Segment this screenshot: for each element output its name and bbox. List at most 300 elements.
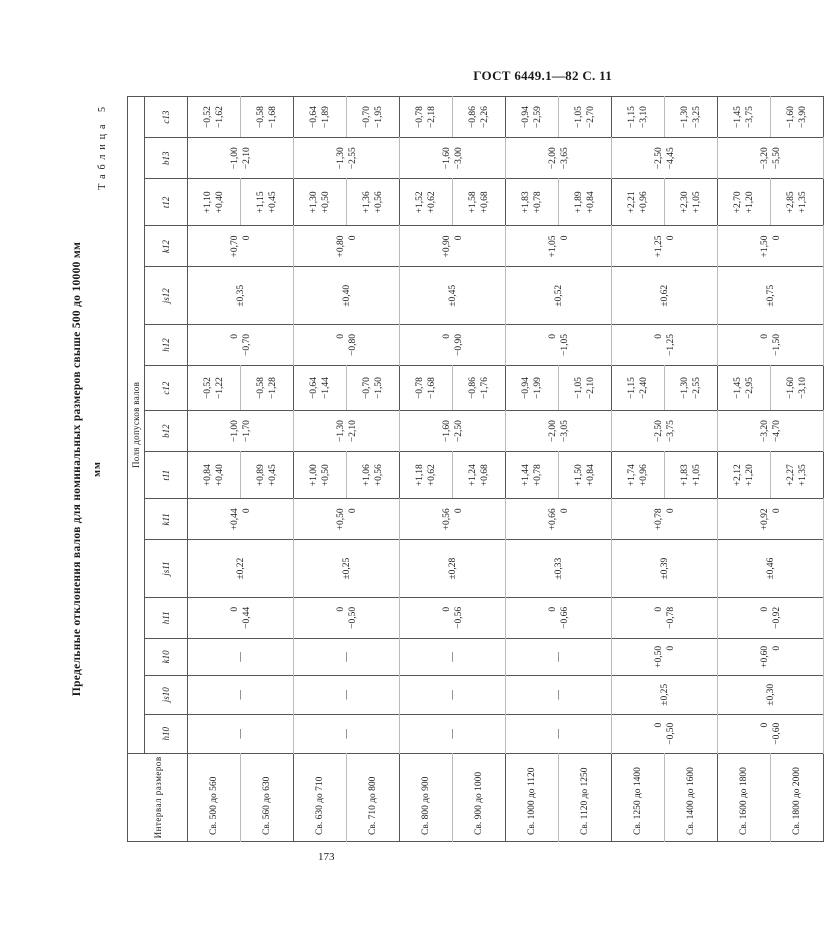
cell-value: +1,83 xyxy=(680,464,690,487)
value-cell xyxy=(559,452,612,499)
cell-value: +1,50 xyxy=(759,235,770,258)
value-cell xyxy=(718,499,824,540)
cell-value: +0,92 xyxy=(759,508,770,531)
column-header: k11 xyxy=(145,499,188,540)
value-cell xyxy=(718,138,824,179)
value-cell xyxy=(347,179,400,226)
value-cell xyxy=(718,365,771,410)
table-title: Предельные отклонения валов для номинальных размеров свыше 500 до 10000 мм xyxy=(71,241,83,697)
value-cell xyxy=(612,411,718,452)
cell-value: +0,56 xyxy=(441,508,452,531)
cell-value: −0,60 xyxy=(771,722,782,745)
column-header: c12 xyxy=(145,365,188,410)
cell-value: +1,18 xyxy=(415,464,425,487)
column-header: b13 xyxy=(145,138,188,179)
value-cell xyxy=(718,411,824,452)
value-cell xyxy=(506,324,612,365)
value-cell xyxy=(506,597,612,638)
cell-value: +1,58 xyxy=(468,191,478,214)
cell-value: −3,20 xyxy=(759,420,770,443)
cell-value: +0,60 xyxy=(759,645,770,668)
cell-value: −0,70 xyxy=(241,333,252,356)
value-cell xyxy=(400,499,506,540)
cell-value: −5,50 xyxy=(771,147,782,170)
value-cell xyxy=(294,365,347,410)
value-cell: ±0,30 xyxy=(718,675,824,714)
cell-value: 0 xyxy=(771,508,782,514)
value-cell xyxy=(241,97,294,138)
value-cell xyxy=(294,226,400,267)
cell-value: −0,64 xyxy=(309,377,319,400)
cell-value: 0 xyxy=(759,333,770,339)
value-cell xyxy=(188,499,294,540)
cell-value: +0,45 xyxy=(268,464,278,487)
cell-value: −2,50 xyxy=(653,147,664,170)
cell-value: +1,35 xyxy=(798,464,808,487)
cell-value: −2,59 xyxy=(533,106,543,129)
cell-value: −1,62 xyxy=(215,106,225,129)
cell-value: −3,90 xyxy=(798,106,808,129)
cell-value: 0 xyxy=(559,235,570,241)
column-header: h12 xyxy=(145,324,188,365)
value-cell: — xyxy=(188,675,294,714)
row-label: Св. 710 до 800 xyxy=(347,753,400,841)
value-cell: — xyxy=(506,675,612,714)
cell-value: +1,25 xyxy=(653,235,664,258)
cell-value: 0 xyxy=(771,235,782,241)
cell-value: −4,45 xyxy=(665,147,676,170)
cell-value: 0 xyxy=(335,606,346,612)
cell-value: −1,25 xyxy=(665,333,676,356)
value-cell xyxy=(188,452,241,499)
column-header: js12 xyxy=(145,267,188,324)
cell-value: −0,70 xyxy=(362,377,372,400)
cell-value: −1,68 xyxy=(268,106,278,129)
cell-value: +0,56 xyxy=(374,191,384,214)
cell-value: +0,84 xyxy=(203,464,213,487)
value-cell xyxy=(400,138,506,179)
cell-value: +2,12 xyxy=(733,464,743,487)
cell-value: −1,45 xyxy=(733,106,743,129)
value-cell xyxy=(612,452,665,499)
cell-value: +0,62 xyxy=(427,464,437,487)
cell-value: −2,10 xyxy=(241,147,252,170)
value-cell xyxy=(294,499,400,540)
cell-value: −1,44 xyxy=(321,377,331,400)
cell-value: −0,64 xyxy=(309,106,319,129)
value-cell: ±0,75 xyxy=(718,267,824,324)
value-cell xyxy=(294,138,400,179)
cell-value: +0,96 xyxy=(639,191,649,214)
cell-value: +1,05 xyxy=(547,235,558,258)
cell-value: +1,52 xyxy=(415,191,425,214)
cell-value: −1,00 xyxy=(229,420,240,443)
value-cell xyxy=(400,365,453,410)
cell-value: 0 xyxy=(771,645,782,651)
cell-value: 0 xyxy=(653,722,664,728)
value-cell xyxy=(665,97,718,138)
table-row xyxy=(400,97,453,842)
value-cell xyxy=(241,365,294,410)
cell-value: −2,18 xyxy=(427,106,437,129)
cell-value: +0,62 xyxy=(427,191,437,214)
cell-value: 0 xyxy=(559,508,570,514)
value-cell: ±0,39 xyxy=(612,540,718,597)
cell-value: −3,20 xyxy=(759,147,770,170)
cell-value: +1,20 xyxy=(745,464,755,487)
cell-value: −0,94 xyxy=(521,377,531,400)
cell-value: −3,25 xyxy=(692,106,702,129)
cell-value: +2,27 xyxy=(786,464,796,487)
cell-value: +0,50 xyxy=(653,645,664,668)
cell-value: +0,70 xyxy=(229,235,240,258)
cell-value: +1,30 xyxy=(309,191,319,214)
cell-value: 0 xyxy=(441,333,452,339)
value-cell xyxy=(453,452,506,499)
column-header: js11 xyxy=(145,540,188,597)
cell-value: −1,68 xyxy=(427,377,437,400)
value-cell: — xyxy=(294,714,400,753)
cell-value: −0,78 xyxy=(415,377,425,400)
cell-value: −1,05 xyxy=(559,333,570,356)
cell-value: +0,78 xyxy=(533,191,543,214)
value-cell: — xyxy=(188,638,294,675)
cell-value: 0 xyxy=(453,508,464,514)
value-cell xyxy=(188,597,294,638)
row-label: Св. 1400 до 1600 xyxy=(665,753,718,841)
cell-value: −0,50 xyxy=(347,606,358,629)
cell-value: 0 xyxy=(347,508,358,514)
row-label: Св. 800 до 900 xyxy=(400,753,453,841)
cell-value: +1,44 xyxy=(521,464,531,487)
value-cell xyxy=(294,452,347,499)
cell-value: −0,56 xyxy=(453,606,464,629)
cell-value: 0 xyxy=(241,508,252,514)
cell-value: +1,20 xyxy=(745,191,755,214)
row-label: Св. 560 до 630 xyxy=(241,753,294,841)
cell-value: −1,89 xyxy=(321,106,331,129)
rotated-table-block xyxy=(71,96,808,842)
value-cell xyxy=(771,97,824,138)
cell-value: −2,50 xyxy=(453,420,464,443)
value-cell xyxy=(612,499,718,540)
value-cell xyxy=(771,179,824,226)
cell-value: −1,60 xyxy=(441,420,452,443)
value-cell xyxy=(347,365,400,410)
cell-value: −0,92 xyxy=(771,606,782,629)
value-cell xyxy=(559,365,612,410)
value-cell xyxy=(559,179,612,226)
cell-value: +1,83 xyxy=(521,191,531,214)
value-cell xyxy=(188,411,294,452)
row-label: Св. 1120 до 1250 xyxy=(559,753,612,841)
value-cell: ±0,62 xyxy=(612,267,718,324)
value-cell xyxy=(506,97,559,138)
value-cell xyxy=(771,452,824,499)
cell-value: +0,96 xyxy=(639,464,649,487)
cell-value: +1,36 xyxy=(362,191,372,214)
cell-value: −2,00 xyxy=(547,420,558,443)
value-cell xyxy=(294,597,400,638)
cell-value: −0,86 xyxy=(468,377,478,400)
value-cell xyxy=(612,365,665,410)
cell-value: −0,94 xyxy=(521,106,531,129)
cell-value: +0,45 xyxy=(268,191,278,214)
value-cell xyxy=(453,179,506,226)
cell-value: −4,70 xyxy=(771,420,782,443)
value-cell: ±0,25 xyxy=(294,540,400,597)
cell-value: −2,55 xyxy=(692,377,702,400)
cell-value: −2,55 xyxy=(347,147,358,170)
cell-value: −0,66 xyxy=(559,606,570,629)
cell-value: +2,70 xyxy=(733,191,743,214)
cell-value: 0 xyxy=(241,235,252,241)
cell-value: −0,50 xyxy=(665,722,676,745)
cell-value: −3,75 xyxy=(665,420,676,443)
cell-value: +1,89 xyxy=(574,191,584,214)
value-cell xyxy=(400,97,453,138)
cell-value: −1,30 xyxy=(335,147,346,170)
cell-value: −1,15 xyxy=(627,377,637,400)
row-label: Св. 1000 до 1120 xyxy=(506,753,559,841)
cell-value: −2,40 xyxy=(639,377,649,400)
cell-value: 0 xyxy=(759,606,770,612)
cell-value: −0,90 xyxy=(453,333,464,356)
cell-value: +1,24 xyxy=(468,464,478,487)
column-header: js10 xyxy=(145,675,188,714)
cell-value: +0,56 xyxy=(374,464,384,487)
cell-value: +1,05 xyxy=(692,191,702,214)
value-cell xyxy=(612,97,665,138)
cell-value: +0,90 xyxy=(441,235,452,258)
cell-value: −1,05 xyxy=(574,377,584,400)
cell-value: 0 xyxy=(229,333,240,339)
cell-value: +2,85 xyxy=(786,191,796,214)
cell-value: 0 xyxy=(347,235,358,241)
cell-value: 0 xyxy=(547,333,558,339)
cell-value: −1,45 xyxy=(733,377,743,400)
value-cell xyxy=(188,138,294,179)
value-cell: ±0,52 xyxy=(506,267,612,324)
cell-value: +0,40 xyxy=(215,464,225,487)
cell-value: +1,74 xyxy=(627,464,637,487)
cell-value: 0 xyxy=(665,508,676,514)
value-cell xyxy=(506,499,612,540)
value-cell xyxy=(188,324,294,365)
cell-value: +1,06 xyxy=(362,464,372,487)
row-label: Св. 1250 до 1400 xyxy=(612,753,665,841)
cell-value: −0,44 xyxy=(241,606,252,629)
cell-value: 0 xyxy=(453,235,464,241)
value-cell xyxy=(665,179,718,226)
cell-value: −3,10 xyxy=(639,106,649,129)
value-cell xyxy=(506,411,612,452)
cell-value: 0 xyxy=(665,235,676,241)
value-cell xyxy=(400,411,506,452)
table-row xyxy=(294,97,347,842)
cell-value: −0,70 xyxy=(362,106,372,129)
value-cell xyxy=(188,226,294,267)
cell-value: +0,89 xyxy=(256,464,266,487)
cell-value: −2,26 xyxy=(480,106,490,129)
value-cell xyxy=(400,452,453,499)
cell-value: −3,10 xyxy=(798,377,808,400)
value-cell xyxy=(559,97,612,138)
value-cell xyxy=(506,452,559,499)
value-cell: — xyxy=(400,638,506,675)
cell-value: −2,10 xyxy=(586,377,596,400)
value-cell xyxy=(241,452,294,499)
cell-value: −1,28 xyxy=(268,377,278,400)
value-cell xyxy=(506,138,612,179)
cell-value: 0 xyxy=(665,645,676,651)
value-cell: ±0,22 xyxy=(188,540,294,597)
value-cell xyxy=(718,226,824,267)
value-cell: ±0,35 xyxy=(188,267,294,324)
cell-value: −1,15 xyxy=(627,106,637,129)
value-cell: — xyxy=(294,675,400,714)
cell-value: +1,50 xyxy=(574,464,584,487)
table-row xyxy=(612,97,665,842)
value-cell: ±0,28 xyxy=(400,540,506,597)
super-header: Поля допусков валов xyxy=(128,97,145,754)
cell-value: −1,30 xyxy=(335,420,346,443)
cell-value: −0,80 xyxy=(347,333,358,356)
cell-value: +2,21 xyxy=(627,191,637,214)
cell-value: +0,66 xyxy=(547,508,558,531)
value-cell xyxy=(294,411,400,452)
cell-value: −1,60 xyxy=(786,106,796,129)
cell-value: −3,65 xyxy=(559,147,570,170)
cell-value: −1,70 xyxy=(241,420,252,443)
value-cell xyxy=(718,452,771,499)
value-cell xyxy=(612,226,718,267)
tolerance-table xyxy=(127,96,824,842)
column-header: k12 xyxy=(145,226,188,267)
value-cell xyxy=(453,365,506,410)
value-cell xyxy=(453,97,506,138)
value-cell: ±0,45 xyxy=(400,267,506,324)
row-label: Св. 900 до 1000 xyxy=(453,753,506,841)
value-cell xyxy=(188,97,241,138)
value-cell xyxy=(612,138,718,179)
value-cell: — xyxy=(188,714,294,753)
cell-value: −1,99 xyxy=(533,377,543,400)
cell-value: +0,80 xyxy=(335,235,346,258)
cell-value: 0 xyxy=(759,722,770,728)
value-cell xyxy=(718,638,824,675)
value-cell xyxy=(612,179,665,226)
value-cell xyxy=(612,638,718,675)
value-cell: — xyxy=(400,714,506,753)
value-cell xyxy=(241,179,294,226)
cell-value: 0 xyxy=(441,606,452,612)
table-row xyxy=(718,97,771,842)
row-label: Св. 1800 до 2000 xyxy=(771,753,824,841)
cell-value: +0,78 xyxy=(653,508,664,531)
cell-value: +0,50 xyxy=(321,191,331,214)
value-cell xyxy=(665,365,718,410)
page-number: 173 xyxy=(318,851,335,863)
value-cell xyxy=(718,324,824,365)
cell-value: −1,76 xyxy=(480,377,490,400)
column-header: c13 xyxy=(145,97,188,138)
value-cell xyxy=(400,324,506,365)
value-cell xyxy=(400,179,453,226)
cell-value: 0 xyxy=(229,606,240,612)
cell-value: +2,30 xyxy=(680,191,690,214)
value-cell xyxy=(612,714,718,753)
column-header: k10 xyxy=(145,638,188,675)
value-cell xyxy=(612,597,718,638)
cell-value: −0,78 xyxy=(415,106,425,129)
value-cell xyxy=(718,597,824,638)
value-cell xyxy=(506,226,612,267)
cell-value: 0 xyxy=(547,606,558,612)
value-cell: — xyxy=(506,714,612,753)
cell-value: +0,50 xyxy=(335,508,346,531)
row-label: Св. 500 до 560 xyxy=(188,753,241,841)
cell-value: 0 xyxy=(653,606,664,612)
value-cell: ±0,25 xyxy=(612,675,718,714)
value-cell: — xyxy=(400,675,506,714)
cell-value: −2,50 xyxy=(653,420,664,443)
cell-value: −0,58 xyxy=(256,106,266,129)
row-label: Св. 1600 до 1800 xyxy=(718,753,771,841)
column-header: t12 xyxy=(145,179,188,226)
table-row xyxy=(188,97,241,842)
cell-value: −1,05 xyxy=(574,106,584,129)
column-header: h11 xyxy=(145,597,188,638)
row-header: Интервал размеров xyxy=(128,753,188,841)
value-cell xyxy=(506,365,559,410)
cell-value: −0,86 xyxy=(468,106,478,129)
cell-value: −2,70 xyxy=(586,106,596,129)
table-row xyxy=(506,97,559,842)
cell-value: −2,10 xyxy=(347,420,358,443)
value-cell xyxy=(188,365,241,410)
value-cell xyxy=(294,324,400,365)
cell-value: −1,22 xyxy=(215,377,225,400)
page-header: ГОСТ 6449.1—82 С. 11 xyxy=(473,68,612,83)
value-cell xyxy=(771,365,824,410)
cell-value: −0,58 xyxy=(256,377,266,400)
cell-value: −1,60 xyxy=(441,147,452,170)
row-label: Св. 630 до 710 xyxy=(294,753,347,841)
value-cell xyxy=(718,97,771,138)
value-cell xyxy=(506,179,559,226)
cell-value: +1,15 xyxy=(256,191,266,214)
value-cell: ±0,33 xyxy=(506,540,612,597)
cell-value: −3,00 xyxy=(453,147,464,170)
unit-label: мм xyxy=(92,461,103,477)
cell-value: +0,84 xyxy=(586,464,596,487)
cell-value: +0,50 xyxy=(321,464,331,487)
cell-value: −1,30 xyxy=(680,377,690,400)
cell-value: 0 xyxy=(653,333,664,339)
column-header: b12 xyxy=(145,411,188,452)
cell-value: −0,52 xyxy=(203,377,213,400)
cell-value: +1,10 xyxy=(203,191,213,214)
value-cell xyxy=(294,97,347,138)
value-cell xyxy=(400,597,506,638)
cell-value: −3,05 xyxy=(559,420,570,443)
cell-value: −1,50 xyxy=(771,333,782,356)
cell-value: −1,95 xyxy=(374,106,384,129)
value-cell: ±0,40 xyxy=(294,267,400,324)
cell-value: +0,84 xyxy=(586,191,596,214)
value-cell xyxy=(718,179,771,226)
